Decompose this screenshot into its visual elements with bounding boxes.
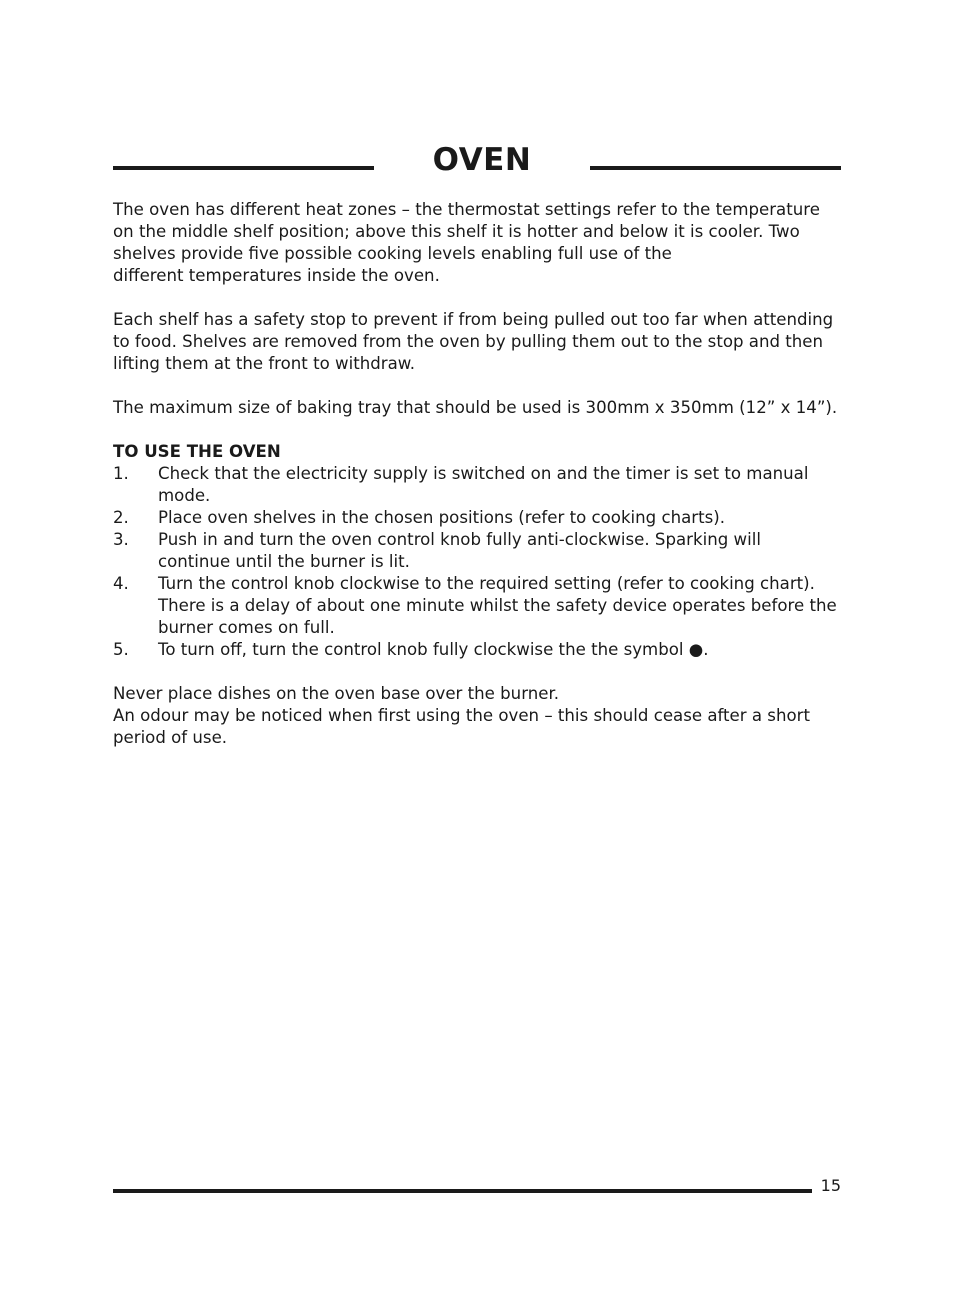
title-rule-left: [113, 166, 374, 170]
text-line: continue until the burner is lit.: [158, 552, 410, 571]
text-line: to food. Shelves are removed from the oven by pulling them out to the stop and then: [113, 332, 824, 351]
paragraph-gap: [113, 287, 847, 309]
step-number: 4.: [113, 574, 129, 593]
note-dishes-base: Never place dishes on the oven base over the burner.: [113, 684, 560, 703]
step-text: [158, 507, 847, 529]
paragraph-gap: [113, 375, 847, 397]
page-number: 15: [820, 1176, 841, 1195]
step-text: [158, 529, 847, 573]
text-line: Check that the electricity supply is switched on and the timer is set to manual: [158, 464, 809, 483]
text-line: Each shelf has a safety stop to prevent if from being pulled out too far when attending: [113, 310, 834, 329]
text-line: mode.: [158, 486, 211, 505]
note-odour: [113, 705, 847, 749]
intro-paragraph-tray-size: The maximum size of baking tray that should be used is 300mm x 350mm (12” x 14”).: [113, 398, 838, 417]
text-line: different temperatures inside the oven.: [113, 266, 440, 285]
text-line: Turn the control knob clockwise to the required setting (refer to cooking chart).: [158, 574, 815, 593]
instruction-step-1: [113, 463, 847, 507]
step-text: [158, 573, 847, 639]
paragraph-gap: [113, 419, 847, 441]
text-line: burner comes on full.: [158, 618, 335, 637]
paragraph-gap: [113, 661, 847, 683]
step-text: [158, 639, 847, 661]
step-text: [158, 463, 847, 507]
text-line: An odour may be noticed when first using the oven – this should cease after a short: [113, 706, 810, 725]
instruction-steps-list: [113, 463, 847, 661]
instruction-step-2: [113, 507, 847, 529]
text-line: shelves provide five possible cooking levels enabling full use of the: [113, 244, 672, 263]
instruction-step-3: [113, 529, 847, 573]
text-line: Place oven shelves in the chosen positions (refer to cooking charts).: [158, 508, 726, 527]
step-number: 5.: [113, 640, 129, 659]
title-rule-right: [590, 166, 841, 170]
intro-paragraph-safety-stop: [113, 309, 847, 375]
footer-rule: [113, 1189, 812, 1193]
text-line: There is a delay of about one minute whilst the safety device operates before the: [158, 596, 837, 615]
instruction-step-5: [113, 639, 847, 661]
instruction-step-4: [113, 573, 847, 639]
text-line: period of use.: [113, 728, 228, 747]
text-line: Push in and turn the oven control knob fully anti-clockwise. Sparking will: [158, 530, 761, 549]
step-number: 2.: [113, 508, 129, 527]
text-line: on the middle shelf position; above this shelf it is hotter and below it is cooler. Two: [113, 222, 800, 241]
text-line: lifting them at the front to withdraw.: [113, 354, 416, 373]
page-title: OVEN: [432, 142, 532, 178]
section-heading-to-use-oven: TO USE THE OVEN: [113, 442, 281, 461]
step-number: 3.: [113, 530, 129, 549]
step-number: 1.: [113, 464, 129, 483]
text-line: The oven has different heat zones – the thermostat settings refer to the temperature: [113, 200, 820, 219]
text-line: To turn off, turn the control knob fully clockwise the the symbol ●.: [158, 640, 709, 659]
intro-paragraph-heat-zones: [113, 199, 847, 287]
page-content: [113, 199, 847, 749]
